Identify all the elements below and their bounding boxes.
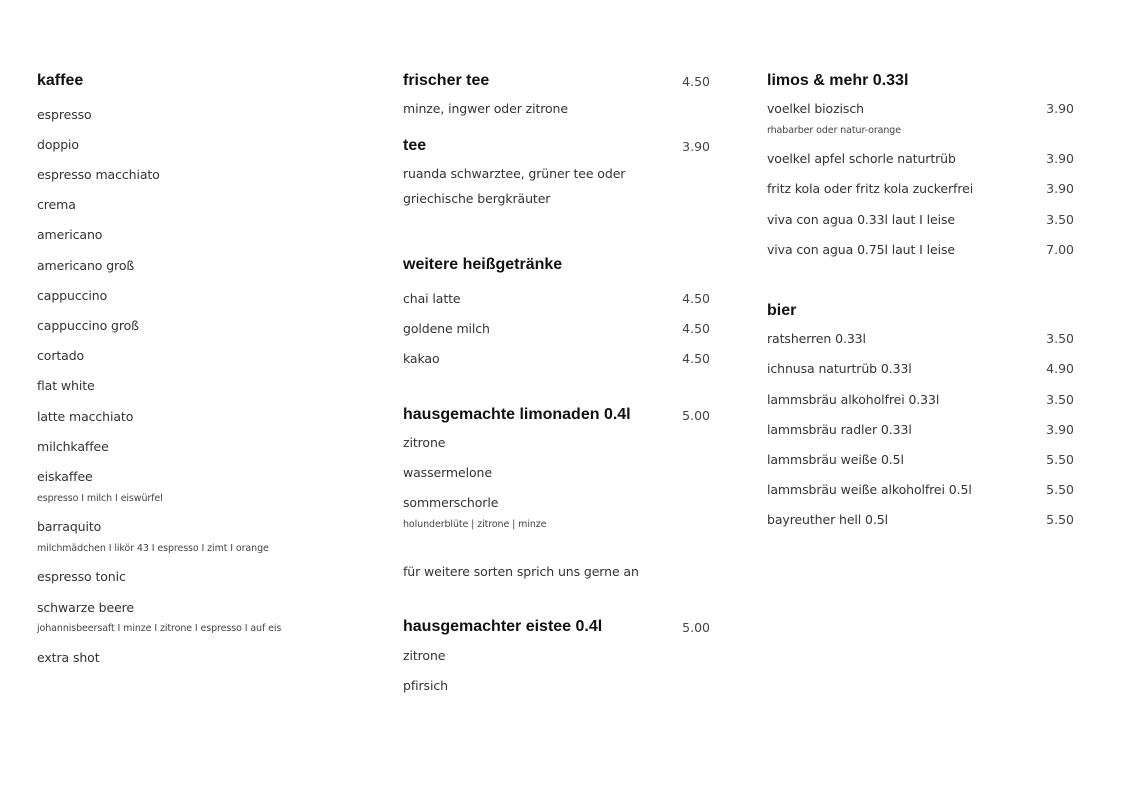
item-name: voelkel biozisch [767,101,864,116]
item-name: lammsbräu alkoholfrei 0.33l [767,392,940,407]
item-price: 3.50 [1046,392,1074,407]
item-price: 5.50 [1046,512,1074,527]
column-tee [374,0,748,793]
column-kaffee [0,0,374,793]
item-name: barraquito [37,519,102,534]
item-name: lammsbräu radler 0.33l [767,422,912,437]
item-name: cortado [37,348,85,363]
item-price: 4.90 [1046,361,1074,376]
section-heading-limonaden: hausgemachte limonaden 0.4l [403,406,631,423]
section-price: 3.90 [682,139,710,154]
item-price: 5.50 [1046,482,1074,497]
item-name: espresso [37,107,92,122]
item-price: 3.50 [1046,212,1074,227]
section-description: ruanda schwarztee, grüner tee oder [403,166,626,181]
item-name: flat white [37,378,95,393]
list-item: pfirsich [403,678,448,693]
list-item: wassermelone [403,465,492,480]
section-heading-kaffee: kaffee [37,72,84,89]
section-price: 4.50 [682,74,710,89]
item-price: 4.50 [682,291,710,306]
item-note: holunderblüte | zitrone | minze [403,519,547,530]
item-name: milchkaffee [37,439,109,454]
item-name: chai latte [403,291,461,306]
item-price: 5.50 [1046,452,1074,467]
item-name: viva con agua 0.33l laut I leise [767,212,955,227]
item-name: extra shot [37,650,100,665]
item-name: cappuccino groß [37,318,139,333]
item-price: 4.50 [682,321,710,336]
item-note: rhabarber oder natur-orange [767,125,901,136]
item-price: 4.50 [682,351,710,366]
item-note: johannisbeersaft I minze I zitrone I espresso I auf eis [37,623,282,634]
section-heading-bier: bier [767,302,797,319]
info-text: für weitere sorten sprich uns gerne an [403,564,639,579]
item-name: fritz kola oder fritz kola zuckerfrei [767,181,974,196]
section-description: griechische bergkräuter [403,191,551,206]
item-name: doppio [37,137,79,152]
item-name: kakao [403,351,440,366]
item-price: 3.90 [1046,181,1074,196]
item-name: americano groß [37,258,135,273]
item-name: espresso tonic [37,569,126,584]
item-price: 3.90 [1046,101,1074,116]
item-name: eiskaffee [37,469,93,484]
item-name: schwarze beere [37,600,135,615]
section-description: minze, ingwer oder zitrone [403,101,568,116]
item-price: 7.00 [1046,242,1074,257]
section-price: 5.00 [682,408,710,423]
item-name: americano [37,227,103,242]
section-heading-eistee: hausgemachter eistee 0.4l [403,618,603,635]
item-name: espresso macchiato [37,167,160,182]
item-name: crema [37,197,76,212]
item-name: bayreuther hell 0.5l [767,512,888,527]
item-price: 3.90 [1046,151,1074,166]
item-name: cappuccino [37,288,108,303]
item-name: viva con agua 0.75l laut I leise [767,242,955,257]
section-price: 5.00 [682,620,710,635]
section-heading-weitere-heissgetraenke: weitere heißgetränke [403,256,563,273]
item-name: lammsbräu weiße 0.5l [767,452,904,467]
item-name: ichnusa naturtrüb 0.33l [767,361,912,376]
item-name: latte macchiato [37,409,134,424]
section-heading-limos: limos & mehr 0.33l [767,72,909,89]
item-name: lammsbräu weiße alkoholfrei 0.5l [767,482,972,497]
section-heading-tee: tee [403,137,427,154]
list-item: zitrone [403,435,446,450]
section-heading-frischer-tee: frischer tee [403,72,490,89]
list-item: zitrone [403,648,446,663]
item-note: espresso I milch I eiswürfel [37,493,163,504]
item-price: 3.50 [1046,331,1074,346]
item-name: voelkel apfel schorle naturtrüb [767,151,956,166]
item-note: milchmädchen I likör 43 I espresso I zimt I orange [37,543,269,554]
item-name: goldene milch [403,321,490,336]
item-name: ratsherren 0.33l [767,331,866,346]
column-limos-bier [748,0,1122,793]
list-item: sommerschorle [403,495,499,510]
item-price: 3.90 [1046,422,1074,437]
